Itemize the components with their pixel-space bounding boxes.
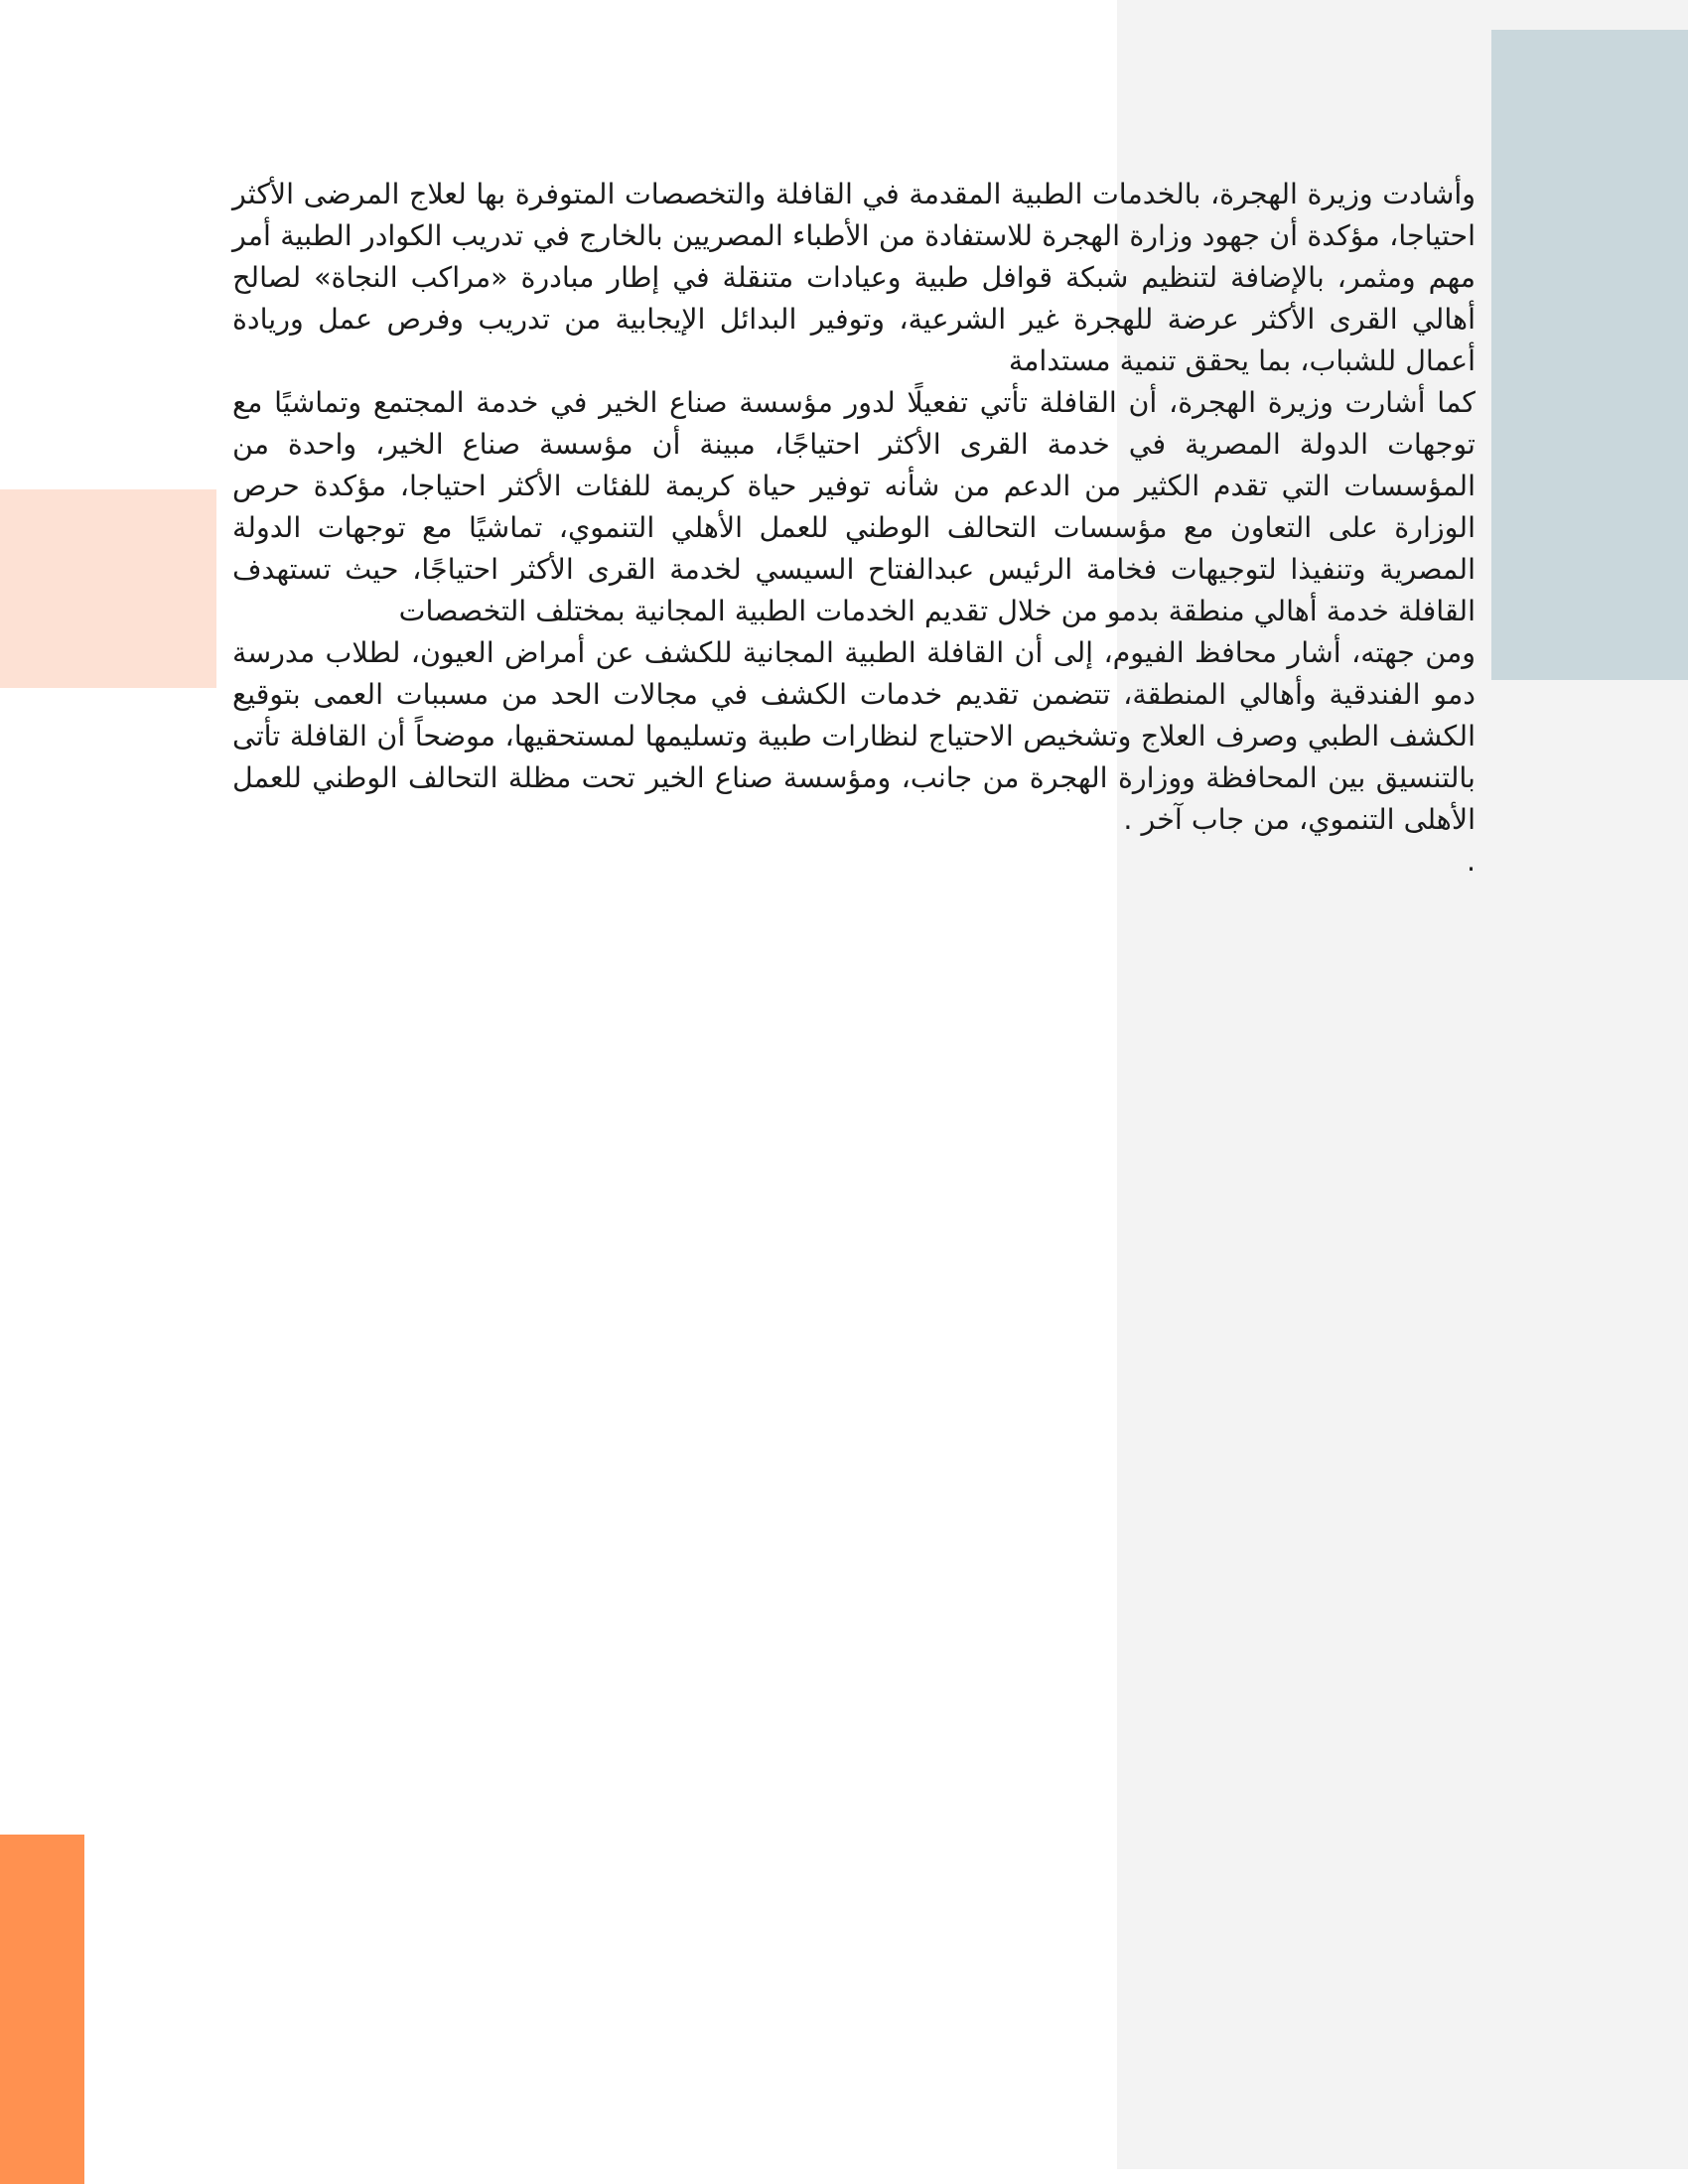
left-accent-block <box>0 489 216 688</box>
article-body <box>232 174 1476 883</box>
top-right-color-block <box>1491 30 1688 680</box>
article-paragraph-2: كما أشارت وزيرة الهجرة، أن القافلة تأتي تفعيلًا لدور مؤسسة صناع الخير في خدمة المجتمع وتماشيًا مع توجهات الدولة المصرية في خدمة القرى الأكثر احتياجًا، مبينة أن مؤسسة صناع الخير، واحدة من المؤسسات التي تقدم الكثير من الدعم من شأنه توفير حياة كريمة للفئات الأكثر احتياجا، مؤكدة حرص الوزارة على التعاون مع مؤسسات التحالف الوطني للعمل الأهلي التنموي، تماشيًا مع توجهات الدولة المصرية وتنفيذا لتوجيهات فخامة الرئيس عبدالفتاح السيسي لخدمة القرى الأكثر احتياجًا، حيث تستهدف القافلة خدمة أهالي منطقة بدمو من خلال تقديم الخدمات الطبية المجانية بمختلف التخصصات <box>232 386 1476 627</box>
article-trailing-mark: . <box>1466 845 1476 878</box>
article-paragraph-3: ومن جهته، أشار محافظ الفيوم، إلى أن القافلة الطبية المجانية للكشف عن أمراض العيون، لطلاب مدرسة دمو الفندقية وأهالي المنطقة، تتضمن تقديم خدمات الكشف في مجالات الحد من مسببات العمى بتوقيع الكشف الطبي وصرف العلاج وتشخيص الاحتياج لنظارات طبية وتسليمها لمستحقيها، موضحاً أن القافلة تأتى بالتنسيق بين المحافظة ووزارة الهجرة من جانب، ومؤسسة صناع الخير تحت مظلة التحالف الوطني للعمل الأهلى التنموي، من جاب آخر . <box>232 636 1476 836</box>
article-paragraph-1: وأشادت وزيرة الهجرة، بالخدمات الطبية المقدمة في القافلة والتخصصات المتوفرة بها لعلاج المرضى الأكثر احتياجا، مؤكدة أن جهود وزارة الهجرة للاستفادة من الأطباء المصريين بالخارج في تدريب الكوادر الطبية أمر مهم ومثمر، بالإضافة لتنظيم شبكة قوافل طبية وعيادات متنقلة في إطار مبادرة «مراكب النجاة» لصالح أهالي القرى الأكثر عرضة للهجرة غير الشرعية، وتوفير البدائل الإيجابية من تدريب وفرص عمل وريادة أعمال للشباب، بما يحقق تنمية مستدامة <box>232 178 1476 377</box>
bottom-left-accent-block <box>0 1835 84 2184</box>
